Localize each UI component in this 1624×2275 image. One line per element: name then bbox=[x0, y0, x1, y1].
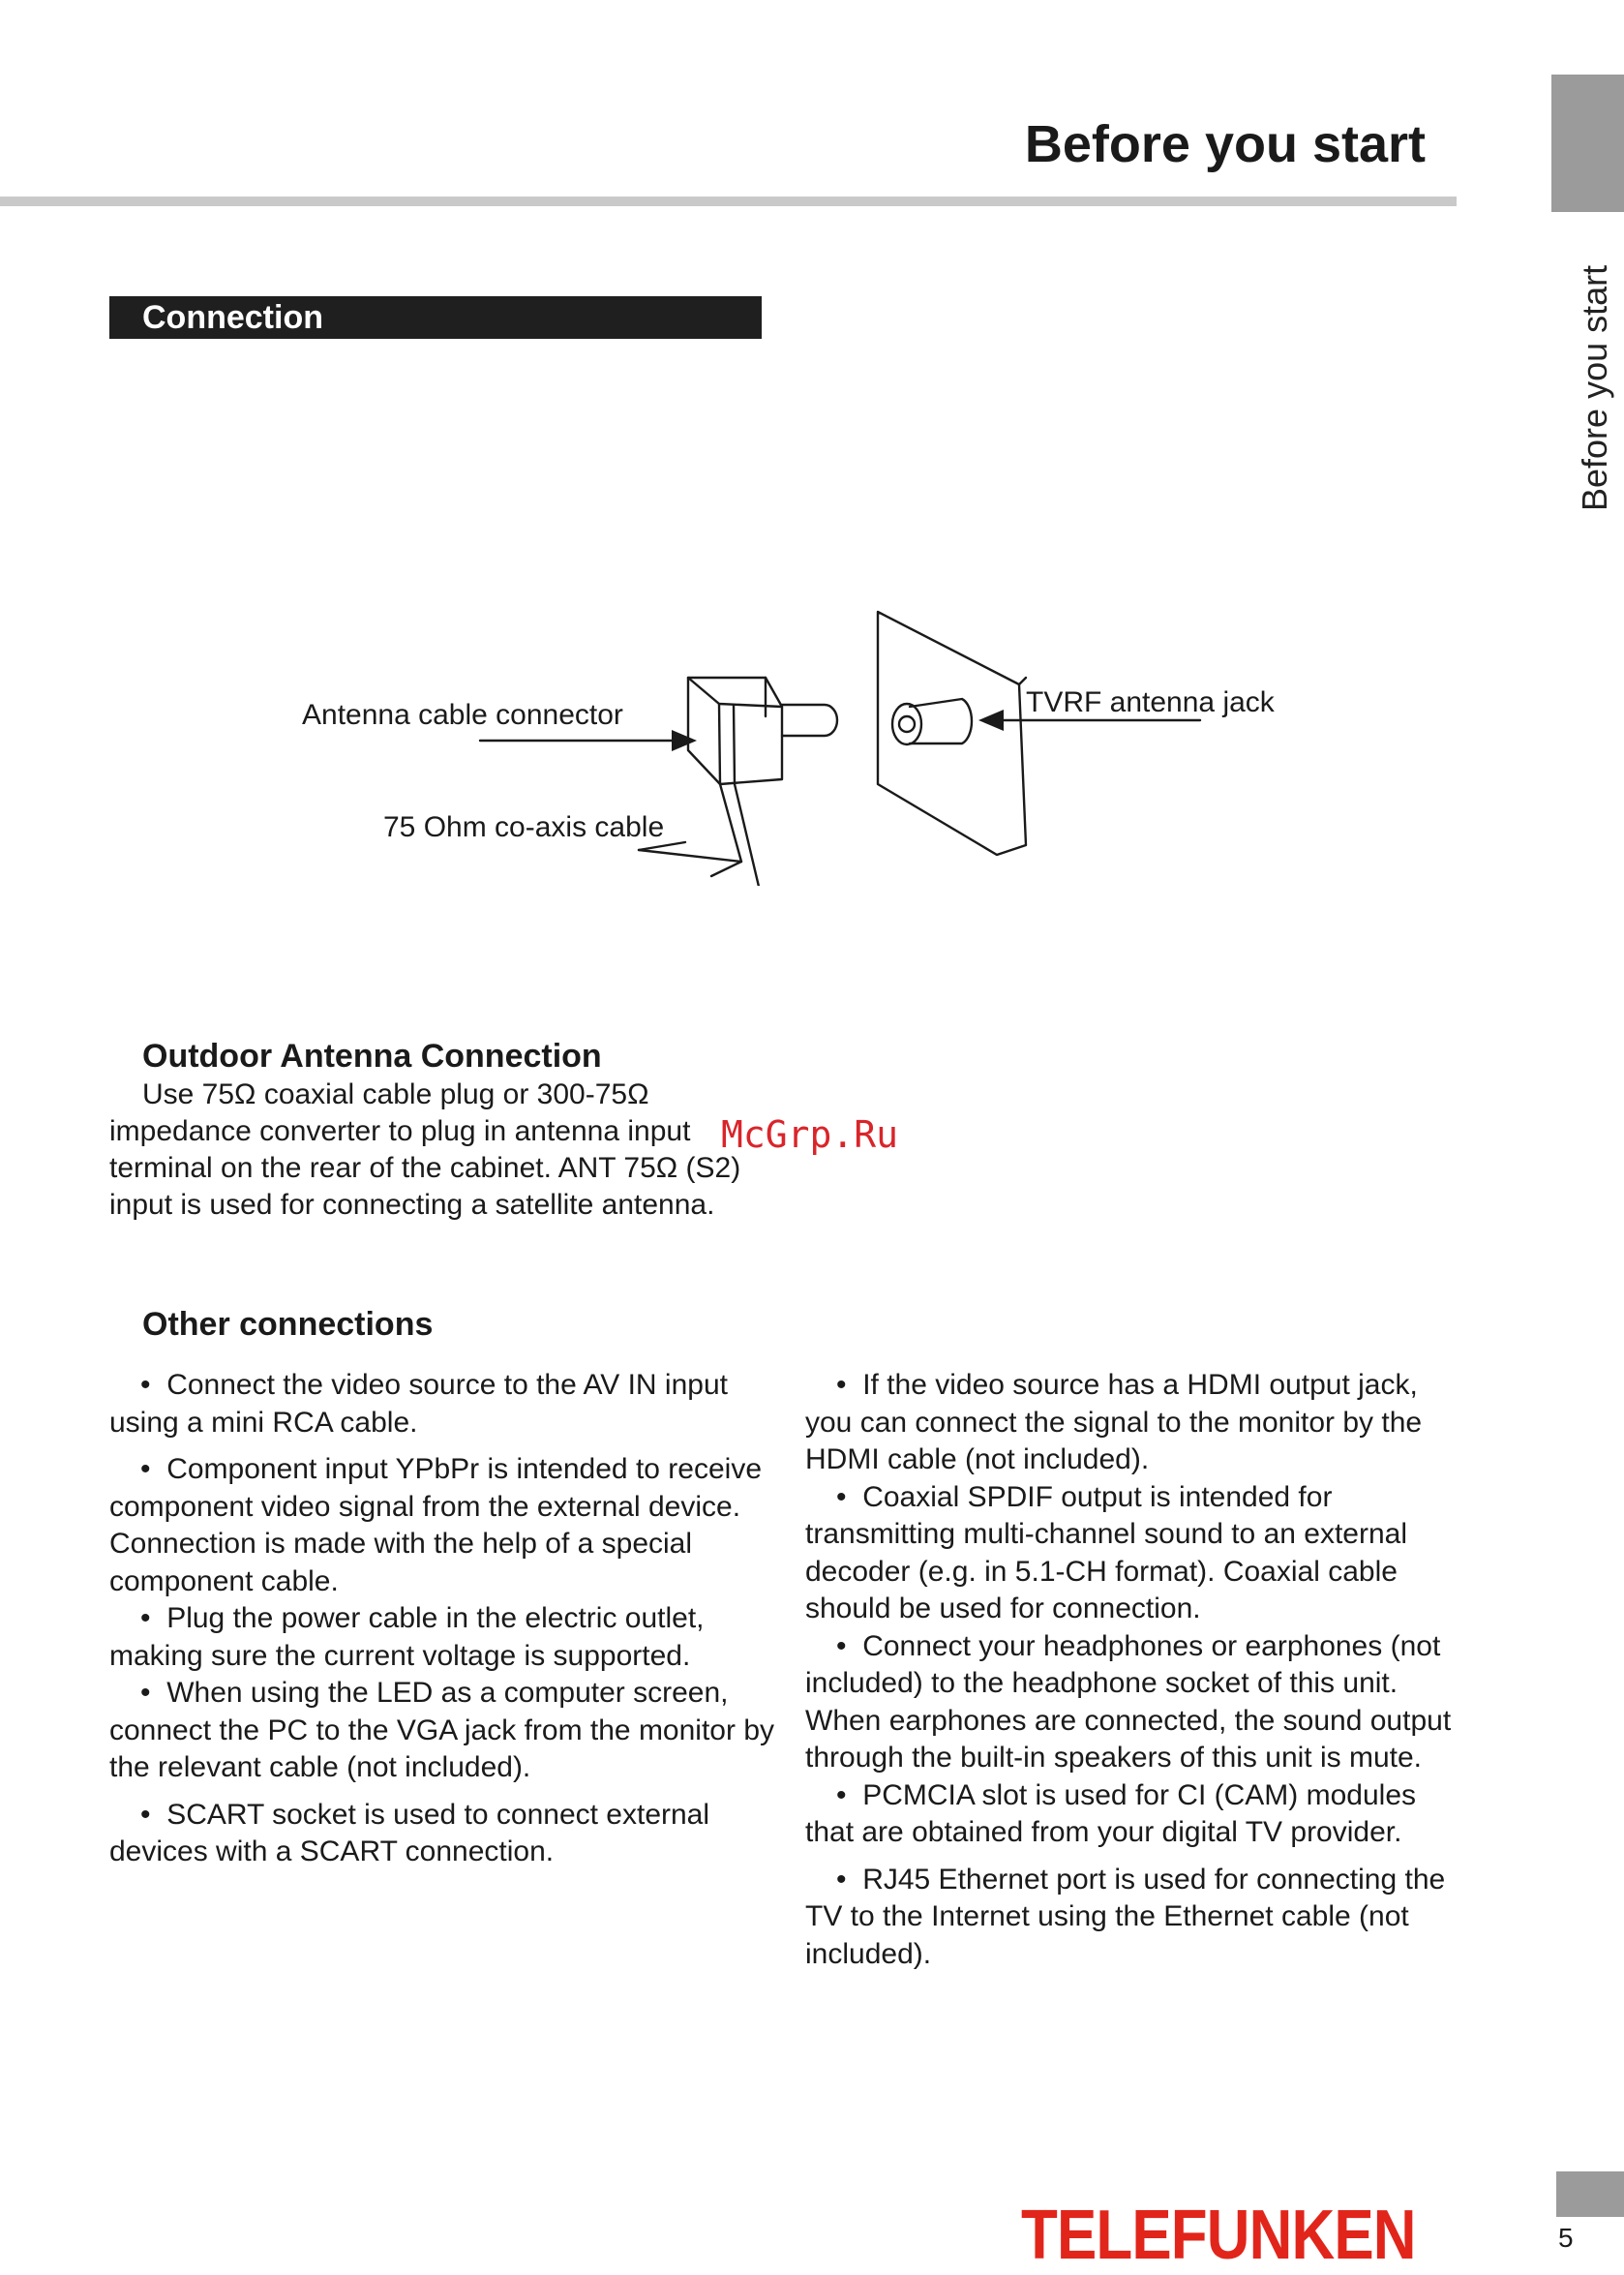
list-item: • Plug the power cable in the electric outlet, making sure the current voltage is supported. bbox=[109, 1600, 777, 1675]
list-item: • PCMCIA slot is used for CI (CAM) modules that are obtained from your digital TV provider. bbox=[805, 1777, 1463, 1852]
label-antenna-connector: Antenna cable connector bbox=[302, 699, 623, 731]
outdoor-heading: Outdoor Antenna Connection bbox=[142, 1038, 602, 1075]
list-item: • RJ45 Ethernet port is used for connecting the TV to the Internet using the Ethernet cable (not included). bbox=[805, 1862, 1463, 1974]
list-item: • If the video source has a HDMI output jack, you can connect the signal to the monitor by the HDMI cable (not included). bbox=[805, 1367, 1463, 1479]
jack-arrow bbox=[978, 710, 1004, 731]
other-heading: Other connections bbox=[142, 1306, 434, 1343]
list-item: • Coaxial SPDIF output is intended for transmitting multi-channel sound to an external decoder (e.g. in 5.1-CH format). Coaxial cable should be used for connection. bbox=[805, 1479, 1463, 1628]
plug-pin bbox=[782, 705, 837, 736]
other-connections-right-column bbox=[805, 1367, 1463, 1973]
page-title: Before you start bbox=[1024, 115, 1426, 173]
section-title-bar: Connection bbox=[109, 296, 762, 339]
side-tab-block bbox=[1551, 75, 1624, 212]
watermark: McGrp.Ru bbox=[721, 1113, 899, 1156]
list-item: • Connect your headphones or earphones (not included) to the headphone socket of this unit. When earphones are connected, the sound output through the built-in speakers of this unit is mute. bbox=[805, 1628, 1463, 1777]
label-tvrf-jack: TVRF antenna jack bbox=[1026, 686, 1275, 718]
list-item: • SCART socket is used to connect external devices with a SCART connection. bbox=[109, 1797, 777, 1871]
list-item: • Component input YPbPr is intended to receive component video signal from the external device. Connection is made with the help of a special component cable. bbox=[109, 1451, 777, 1600]
telefunken-logo: TELEFUNKEN bbox=[1021, 2197, 1416, 2274]
coax-cable bbox=[711, 784, 760, 886]
list-item: • When using the LED as a computer screen, connect the PC to the VGA jack from the monitor by the relevant cable (not included). bbox=[109, 1675, 777, 1787]
outdoor-body bbox=[109, 1077, 748, 1224]
list-item: • Connect the video source to the AV IN input using a mini RCA cable. bbox=[109, 1367, 777, 1441]
connector-arrow bbox=[672, 730, 697, 751]
side-tab-label: Before you start bbox=[1575, 264, 1614, 511]
page-number-block bbox=[1556, 2171, 1624, 2217]
other-connections-left-column bbox=[109, 1367, 777, 1871]
outdoor-paragraph: Use 75Ω coaxial cable plug or 300-75Ω impedance converter to plug in antenna input terminal on the rear of the cabinet. ANT 75Ω (S2) input is used for connecting a satellite antenna. bbox=[109, 1078, 741, 1221]
wall-panel bbox=[878, 612, 1026, 855]
label-coax-cable: 75 Ohm co-axis cable bbox=[383, 811, 665, 843]
title-rule bbox=[0, 197, 1457, 206]
page-number: 5 bbox=[1558, 2223, 1574, 2253]
